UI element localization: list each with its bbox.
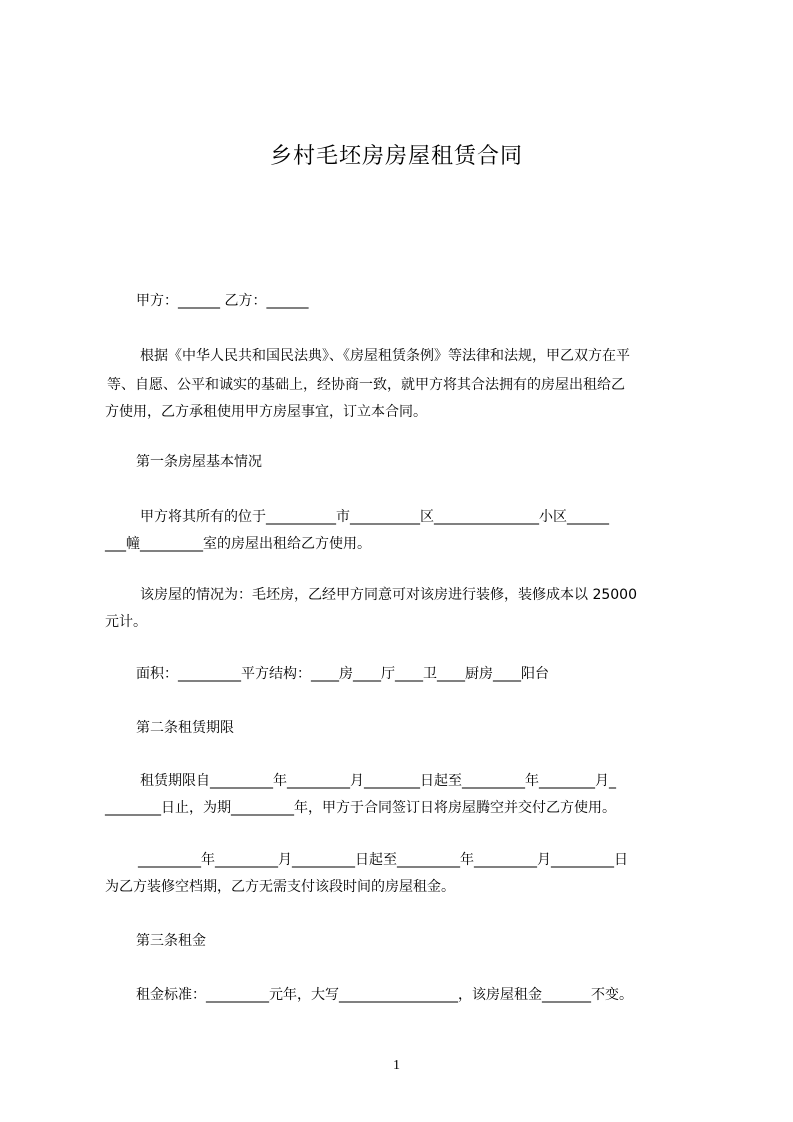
article-2-renovation-line-1: _________年_________月_________日起至_________年_________月_________日 — [138, 852, 628, 868]
article-1-condition-line-1: 该房屋的情况为：毛坯房，乙经甲方同意可对该房进行装修，装修成本以 25000 — [140, 587, 637, 603]
article-2-term-line-1: 租赁期限自_________年_________月________日起至_________年________月_ — [140, 773, 616, 789]
parties-line: 甲方：______ 乙方：______ — [136, 293, 309, 309]
article-3-rent-standard: 租金标准：_________元年，大写_________________，该房屋租金_______不变。 — [136, 987, 633, 1003]
intro-line-1: 根据《中华人民共和国民法典》、《房屋租赁条例》等法律和法规，甲乙双方在平 — [140, 348, 630, 364]
article-2-heading: 第二条租赁期限 — [136, 720, 234, 736]
article-1-heading: 第一条房屋基本情况 — [136, 454, 262, 470]
article-2-renovation-line-2: 为乙方装修空档期，乙方无需支付该段时间的房屋租金。 — [105, 879, 455, 895]
article-1-area: 面积：_________平方结构：____房____厅____卫____厨房____阳台 — [136, 666, 549, 682]
intro-line-3: 方使用，乙方承租使用甲方房屋事宜，订立本合同。 — [105, 404, 427, 420]
page-number: 1 — [393, 1058, 400, 1073]
article-2-term-line-2: ________日止，为期_________年，甲方于合同签订日将房屋腾空并交付乙方使用。 — [105, 800, 616, 816]
article-1-location-line-1: 甲方将其所有的位于__________市__________区_______________小区______ — [140, 509, 609, 525]
article-1-condition-line-2: 元计。 — [105, 614, 147, 630]
article-1-location-line-2: ___幢_________室的房屋出租给乙方使用。 — [105, 536, 371, 552]
intro-line-2: 等、自愿、公平和诚实的基础上，经协商一致，就甲方将其合法拥有的房屋出租给乙 — [107, 377, 625, 393]
document-title: 乡村毛坯房房屋租赁合同 — [269, 144, 523, 169]
article-3-heading: 第三条租金 — [136, 933, 206, 949]
